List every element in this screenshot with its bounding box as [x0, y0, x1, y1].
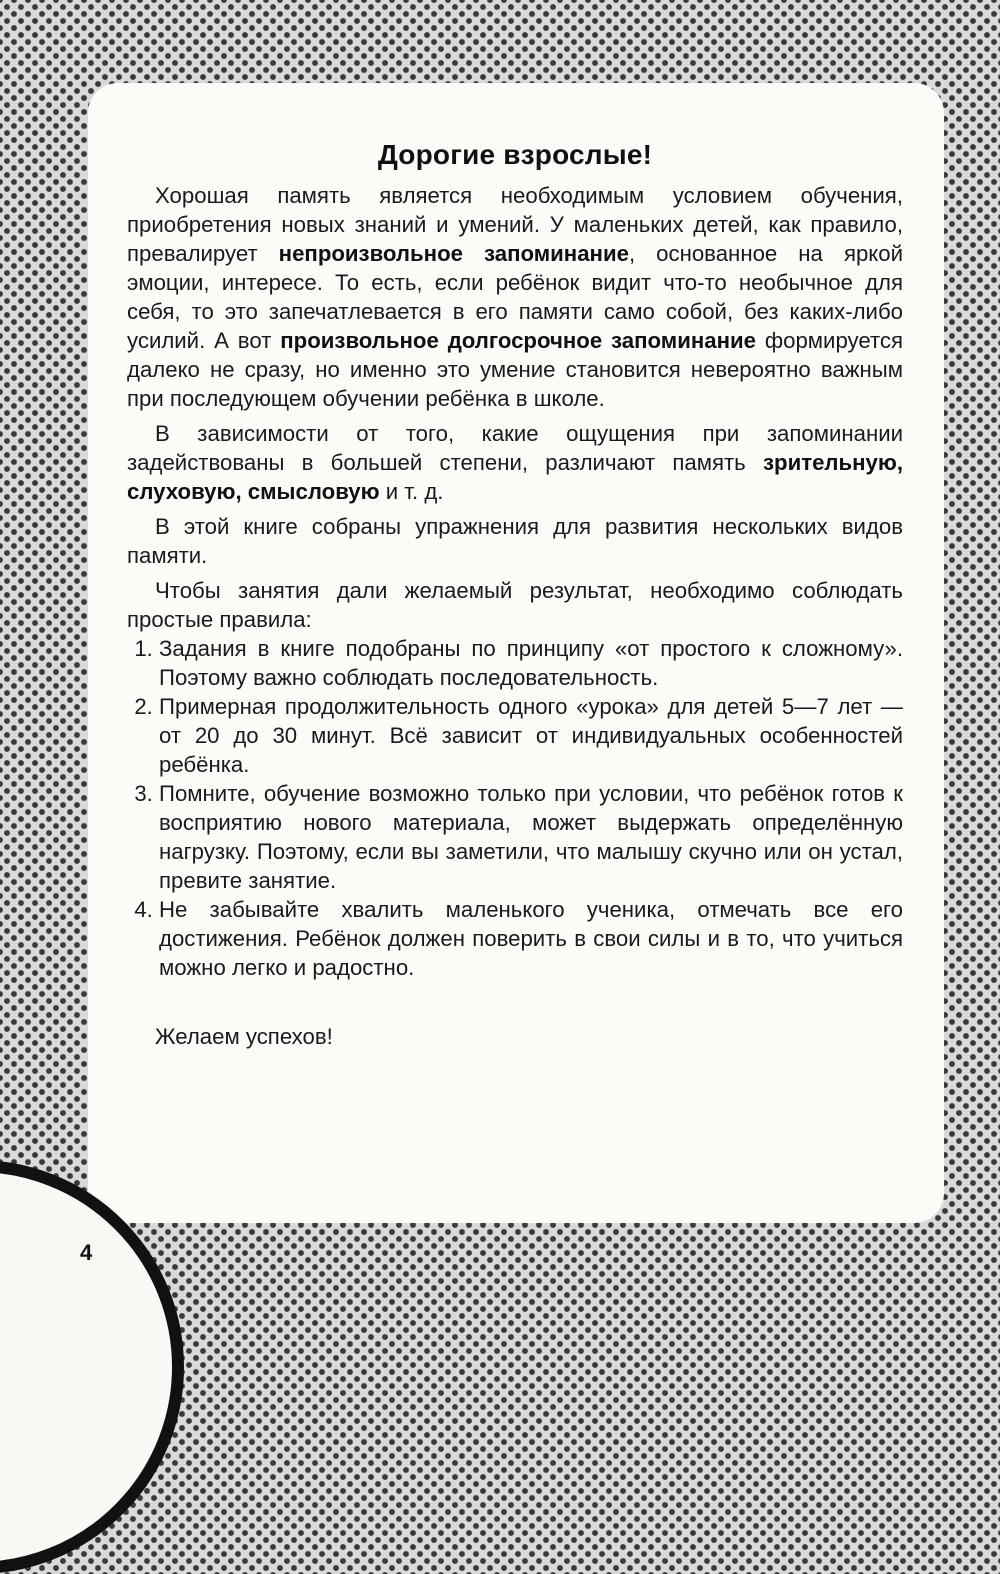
rule-item: 1. Задания в книге подобраны по принципу «от простого к сложному». Поэтому важно соблюдать последовательность.	[159, 634, 903, 692]
rule-item: 4. Не забывайте хвалить маленького ученика, отмечать все его достижения. Ребёнок должен поверить в свои силы и в то, что учиться можно легко и радостно.	[159, 895, 903, 982]
paragraph-memory-intro	[127, 181, 903, 413]
bold-term: произвольное долгосрочное запоминание	[280, 328, 756, 353]
paragraph-text: В зависимости от того, какие ощущения при запоминании задействованы в большей степени, различают память	[127, 421, 903, 475]
bold-term: зрительную, слуховую, смысловую	[127, 450, 903, 504]
paragraph-text: , основанное на яркой эмоции, интересе. То есть, если ребёнок видит что-то необычное для себя, то это запечатлевается в его памяти само собой, без каких-либо усилий. А вот	[127, 241, 903, 353]
paragraph-memory-types	[127, 419, 903, 506]
page-title: Дорогие взрослые!	[377, 139, 653, 170]
closing-wish: Желаем успехов!	[155, 1024, 333, 1049]
rule-item: 2. Примерная продолжительность одного «урока» для детей 5—7 лет — от 20 до 30 минут. Всё зависит от индивидуальных особенностей ребёнка.	[159, 692, 903, 779]
paragraph-text: Хорошая память является необходимым условием обучения, приобретения новых знаний и умений. У маленьких детей, как правило, превалирует	[127, 183, 903, 266]
paragraph-text: и т. д.	[379, 479, 444, 504]
paragraph-book-exercises: В этой книге собраны упражнения для развития нескольких видов памяти.	[127, 514, 903, 568]
paragraph-rules-intro: Чтобы занятия дали желаемый результат, необходимо соблюдать простые правила:	[127, 578, 903, 632]
page-content	[127, 140, 903, 1051]
page-number: 4	[80, 1240, 93, 1265]
bold-term: непроизвольное запоминание	[278, 241, 629, 266]
rules-list	[127, 634, 903, 982]
rule-item: 3. Помните, обучение возможно только при условии, что ребёнок готов к восприятию нового материала, может выдержать определённую нагрузку. Поэтому, если вы заметили, что малышу скучно или он устал, превите занятие.	[159, 779, 903, 895]
paragraph-text: формируется далеко не сразу, но именно это умение становится невероятно важным при последующем обучении ребёнка в школе.	[127, 328, 903, 411]
